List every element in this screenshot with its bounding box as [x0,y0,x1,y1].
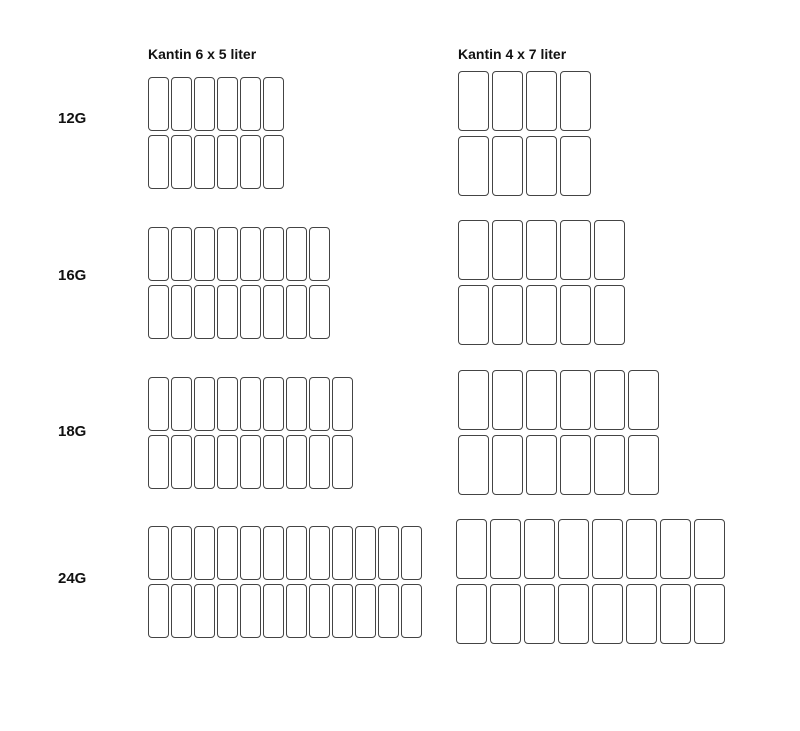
canister-cell [526,136,557,196]
canister-cell [171,135,192,189]
canister-cell [694,519,725,579]
canister-cell [458,370,489,430]
canister-cell [194,77,215,131]
canister-cell [560,285,591,345]
canister-cell [240,584,261,638]
canister-cell [332,526,353,580]
canister-cell [217,135,238,189]
canister-cell [194,526,215,580]
canister-cell [526,435,557,495]
column-header-6x5: Kantin 6 x 5 liter [148,46,257,62]
canister-cell [286,285,307,339]
canister-cell [594,370,625,430]
canister-cell [171,584,192,638]
canister-cell [148,435,169,489]
canister-cell [594,220,625,280]
canister-cell [171,77,192,131]
canister-cell [558,584,589,644]
canister-cell [458,435,489,495]
canister-cell [628,435,659,495]
canister-cell [458,220,489,280]
canister-cell [378,526,399,580]
canister-cell [240,377,261,431]
canister-cell [217,377,238,431]
canister-cell [263,435,284,489]
canister-cell [148,584,169,638]
canister-cell [526,285,557,345]
canister-cell [560,220,591,280]
canister-cell [458,136,489,196]
canister-cell [660,519,691,579]
canister-cell [524,519,555,579]
canister-cell [148,377,169,431]
canister-cell [148,285,169,339]
canister-cell [492,370,523,430]
canister-cell [194,285,215,339]
canister-cell [240,77,261,131]
canister-cell [194,377,215,431]
canister-cell [148,77,169,131]
canister-cell [526,220,557,280]
canister-cell [309,526,330,580]
canister-cell [456,519,487,579]
canister-cell [660,584,691,644]
canister-cell [526,370,557,430]
canister-cell [309,285,330,339]
canister-cell [332,584,353,638]
canister-cell [148,227,169,281]
canister-cell [309,584,330,638]
canister-cell [286,227,307,281]
canister-cell [592,584,623,644]
canister-cell [217,584,238,638]
canister-cell [217,77,238,131]
canister-cell [492,220,523,280]
canister-cell [492,136,523,196]
canister-cell [309,227,330,281]
canister-cell [309,435,330,489]
canister-cell [240,135,261,189]
canister-cell [263,526,284,580]
canister-cell [217,227,238,281]
canister-cell [355,526,376,580]
canister-cell [194,584,215,638]
canister-cell [524,584,555,644]
canister-cell [263,135,284,189]
canister-cell [171,227,192,281]
canister-cell [560,71,591,131]
canister-cell [263,584,284,638]
canister-cell [263,285,284,339]
canister-cell [263,77,284,131]
canister-cell [263,227,284,281]
canister-cell [171,377,192,431]
canister-cell [240,435,261,489]
row-label-24g: 24G [58,570,87,587]
canister-cell [626,584,657,644]
canister-cell [456,584,487,644]
canister-cell [490,584,521,644]
canister-cell [194,135,215,189]
canister-cell [240,285,261,339]
canister-cell [594,435,625,495]
canister-cell [171,285,192,339]
row-label-16g: 16G [58,267,87,284]
canister-cell [355,584,376,638]
canister-cell [560,370,591,430]
canister-cell [401,526,422,580]
canister-cell [148,526,169,580]
canister-cell [217,285,238,339]
canister-cell [594,285,625,345]
canister-cell [286,377,307,431]
canister-cell [171,526,192,580]
canister-cell [492,285,523,345]
canister-cell [592,519,623,579]
canister-cell [309,377,330,431]
canister-cell [332,435,353,489]
canister-cell [490,519,521,579]
canister-cell [378,584,399,638]
canister-cell [401,584,422,638]
canister-cell [240,526,261,580]
canister-cell [628,370,659,430]
canister-cell [526,71,557,131]
column-header-4x7: Kantin 4 x 7 liter [458,46,567,62]
canister-cell [263,377,284,431]
canister-cell [492,71,523,131]
canister-cell [558,519,589,579]
canister-cell [240,227,261,281]
canister-cell [332,377,353,431]
canister-cell [694,584,725,644]
row-label-12g: 12G [58,110,87,127]
canister-cell [560,435,591,495]
canister-cell [458,71,489,131]
canister-cell [148,135,169,189]
canister-cell [492,435,523,495]
row-label-18g: 18G [58,423,87,440]
canister-cell [458,285,489,345]
canister-cell [194,227,215,281]
canister-cell [286,584,307,638]
canister-cell [194,435,215,489]
canister-cell [626,519,657,579]
canister-cell [560,136,591,196]
canister-cell [217,435,238,489]
canister-cell [286,435,307,489]
canister-cell [286,526,307,580]
canister-cell [171,435,192,489]
canister-cell [217,526,238,580]
